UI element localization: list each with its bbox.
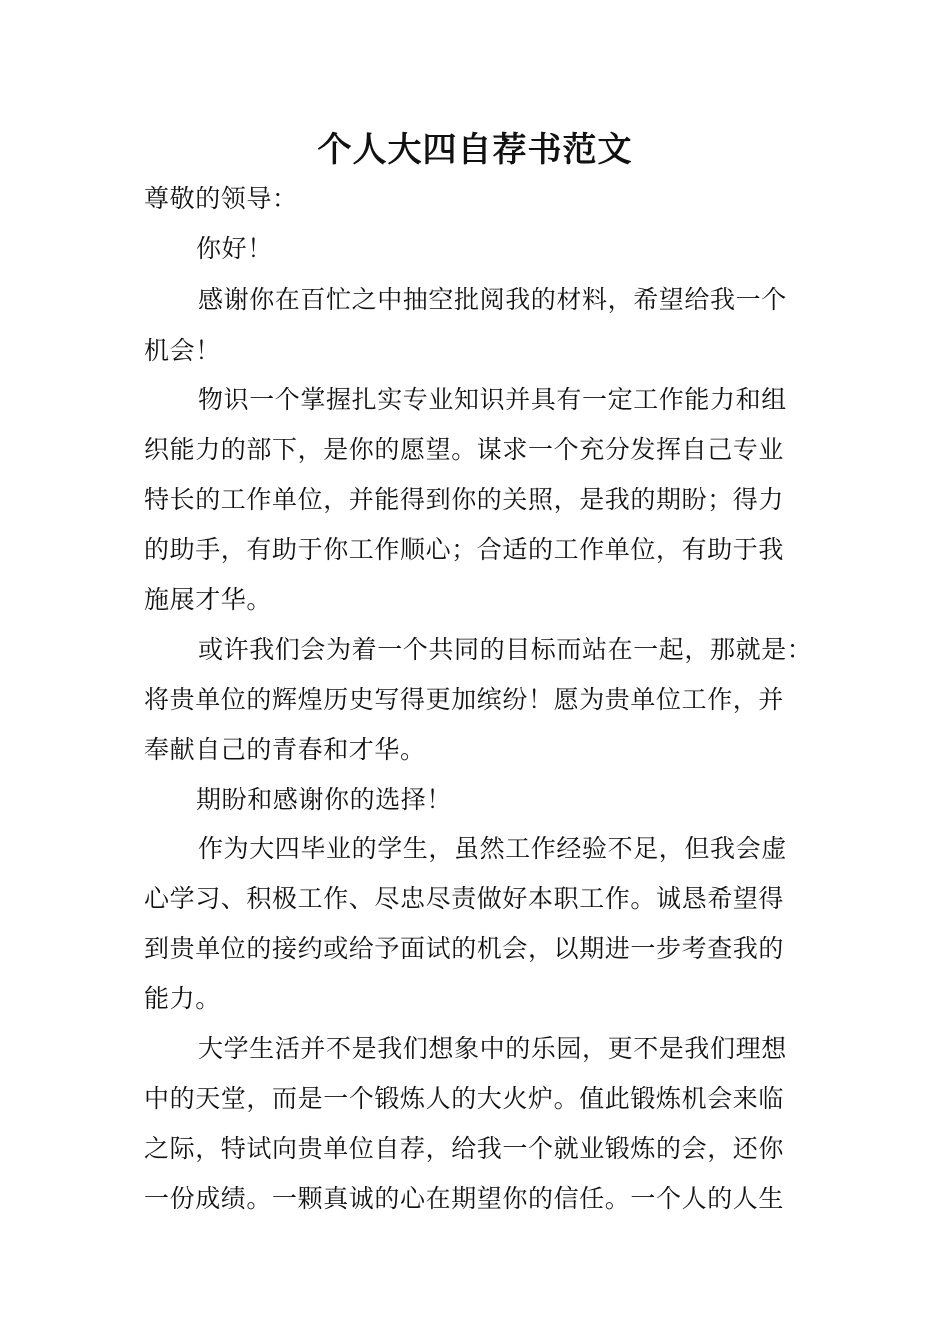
paragraph-line: 中的天堂，而是一个锻炼人的大火炉。值此锻炼机会来临 <box>144 1084 785 1113</box>
greeting: 你好！ <box>196 234 273 263</box>
paragraph-line: 能力。 <box>144 984 221 1013</box>
paragraph-line: 心学习、积极工作、尽忠尽责做好本职工作。诚恳希望得 <box>144 884 785 913</box>
paragraph-line: 作为大四毕业的学生，虽然工作经验不足，但我会虚 <box>198 834 787 863</box>
paragraph-line: 织能力的部下，是你的愿望。谋求一个充分发挥自己专业 <box>144 435 785 464</box>
paragraph-line: 的助手，有助于你工作顺心；合适的工作单位，有助于我 <box>144 535 785 564</box>
paragraph-line: 大学生活并不是我们想象中的乐园，更不是我们理想 <box>198 1034 787 1063</box>
document-title: 个人大四自荐书范文 <box>317 130 633 170</box>
paragraph-line: 期盼和感谢你的选择！ <box>196 785 453 814</box>
paragraph-line: 物识一个掌握扎实专业知识并具有一定工作能力和组 <box>198 385 787 414</box>
paragraph-line: 感谢你在百忙之中抽空批阅我的材料，希望给我一个 <box>198 285 787 314</box>
paragraph-line: 一份成绩。一颗真诚的心在期望你的信任。一个人的人生 <box>144 1184 785 1213</box>
paragraph-line: 奉献自己的青春和才华。 <box>144 735 426 764</box>
paragraph-line: 到贵单位的接约或给予面试的机会，以期进一步考查我的 <box>144 934 785 963</box>
paragraph-line: 将贵单位的辉煌历史写得更加缤纷！愿为贵单位工作，并 <box>144 685 785 714</box>
paragraph-line: 或许我们会为着一个共同的目标而站在一起，那就是： <box>198 635 813 664</box>
paragraph-line: 机会！ <box>144 336 221 365</box>
paragraph-line: 施展才华。 <box>144 585 273 614</box>
paragraph-line: 特长的工作单位，并能得到你的关照，是我的期盼；得力 <box>144 485 785 514</box>
paragraph-line: 之际，特试向贵单位自荐，给我一个就业锻炼的会，还你 <box>144 1134 785 1163</box>
salutation: 尊敬的领导： <box>144 184 298 213</box>
